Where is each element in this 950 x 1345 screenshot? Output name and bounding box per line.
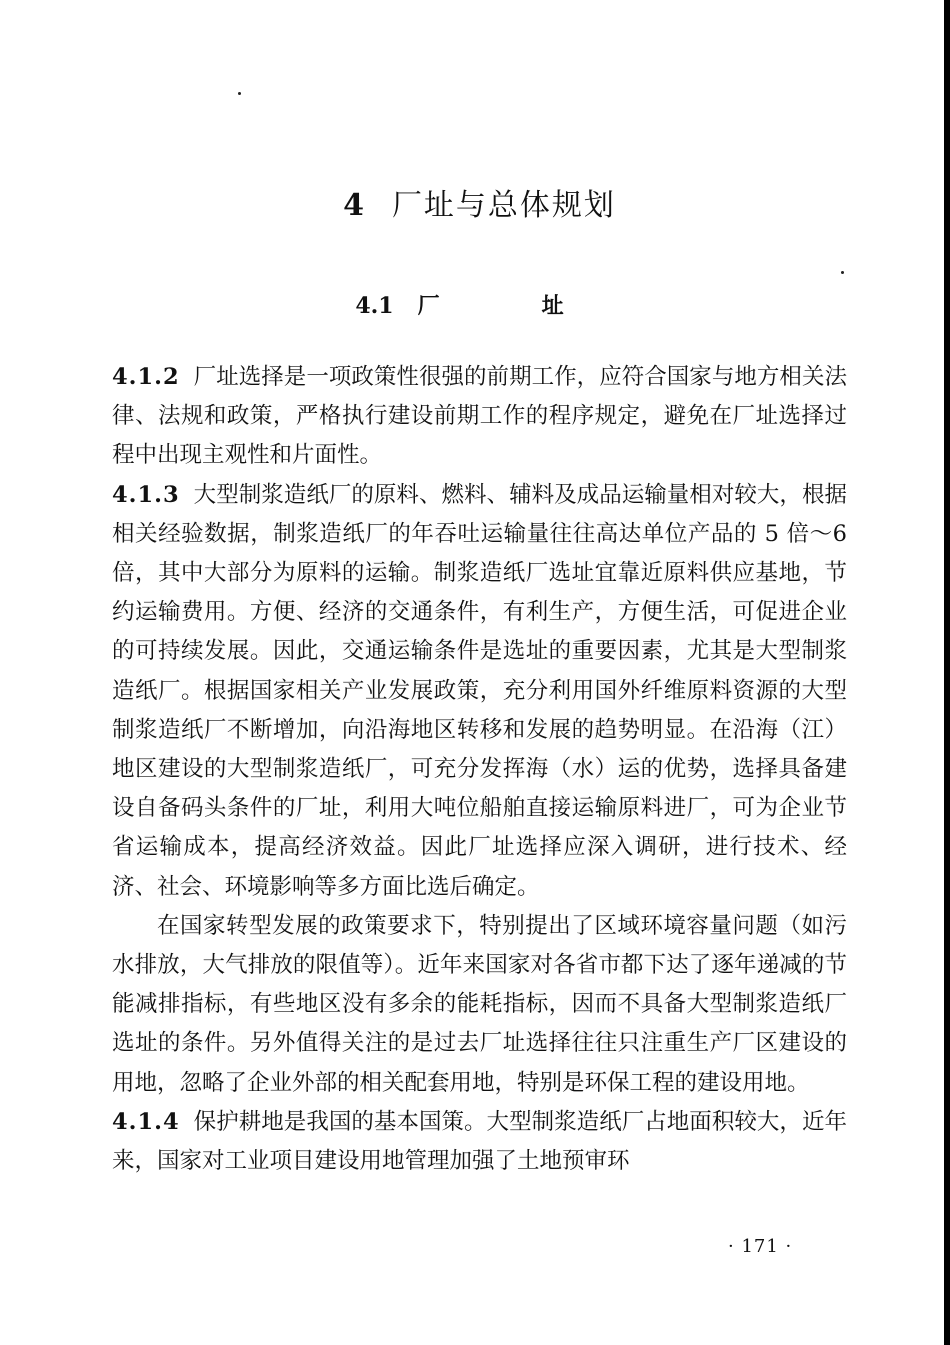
paragraph-text: 保护耕地是我国的基本国策。大型制浆造纸厂占地面积较大，近年来，国家对工业项目建设用地管理加强了土地预审环 [112, 1108, 847, 1175]
section-title: 厂 址 [417, 293, 604, 319]
page-number: · 171 · [728, 1236, 793, 1257]
paragraph-text: 厂址选择是一项政策性很强的前期工作，应符合国家与地方相关法律、法规和政策，严格执行建设前期工作的程序规定，避免在厂址选择过程中出现主观性和片面性。 [112, 364, 847, 469]
paragraph-text: 大型制浆造纸厂的原料、燃料、辅料及成品运输量相对较大，根据相关经验数据，制浆造纸厂的年吞吐运输量往往高达单位产品的 5 倍～6 倍，其中大部分为原料的运输。制浆造纸厂选址宜靠近原料供应基地，节约运输费用。方便、经济的交通条件，有利生产，方便生活，可促进企业的可持续发展。因此，交通运输条件是选址的重要因素，尤其是大型制浆造纸厂。根据国家相关产业发展政策，充分利用国外纤维原料资源的大型制浆造纸厂不断增加，向沿海地区转移和发展的趋势明显。在沿海（江）地区建设的大型制浆造纸厂，可充分发挥海（水）运的优势，选择具备建设自备码头条件的厂址，利用大吨位船舶直接运输原料进厂，可为企业节省运输成本，提高经济效益。因此厂址选择应深入调研，进行技术、经济、社会、环境影响等多方面比选后确定。 [112, 481, 847, 900]
section-number: 4.1 [355, 293, 394, 319]
paragraph-text: 在国家转型发展的政策要求下，特别提出了区域环境容量问题（如污水排放，大气排放的限值等）。近年来国家对各省市都下达了逐年递减的节能减排指标，有些地区没有多余的能耗指标，因而不具备大型制浆造纸厂选址的条件。另外值得关注的是过去厂址选择往往只注重生产厂区建设的用地，忽略了企业外部的相关配套用地，特别是环保工程的建设用地。 [112, 912, 847, 1096]
chapter-number: 4 [343, 188, 366, 223]
continuation-paragraph [112, 907, 847, 1103]
scan-edge [944, 0, 950, 1345]
chapter-heading [112, 182, 847, 230]
section-heading [112, 286, 847, 326]
chapter-title: 厂址与总体规划 [391, 188, 616, 223]
clause-paragraph [112, 476, 847, 907]
clause-number: 4.1.4 [112, 1108, 180, 1135]
page-content [112, 170, 847, 1181]
body-text [112, 358, 847, 1181]
clause-number: 4.1.3 [112, 481, 180, 508]
scan-speck [238, 92, 241, 95]
clause-paragraph [112, 1103, 847, 1181]
clause-number: 4.1.2 [112, 364, 180, 390]
clause-paragraph [112, 358, 847, 476]
